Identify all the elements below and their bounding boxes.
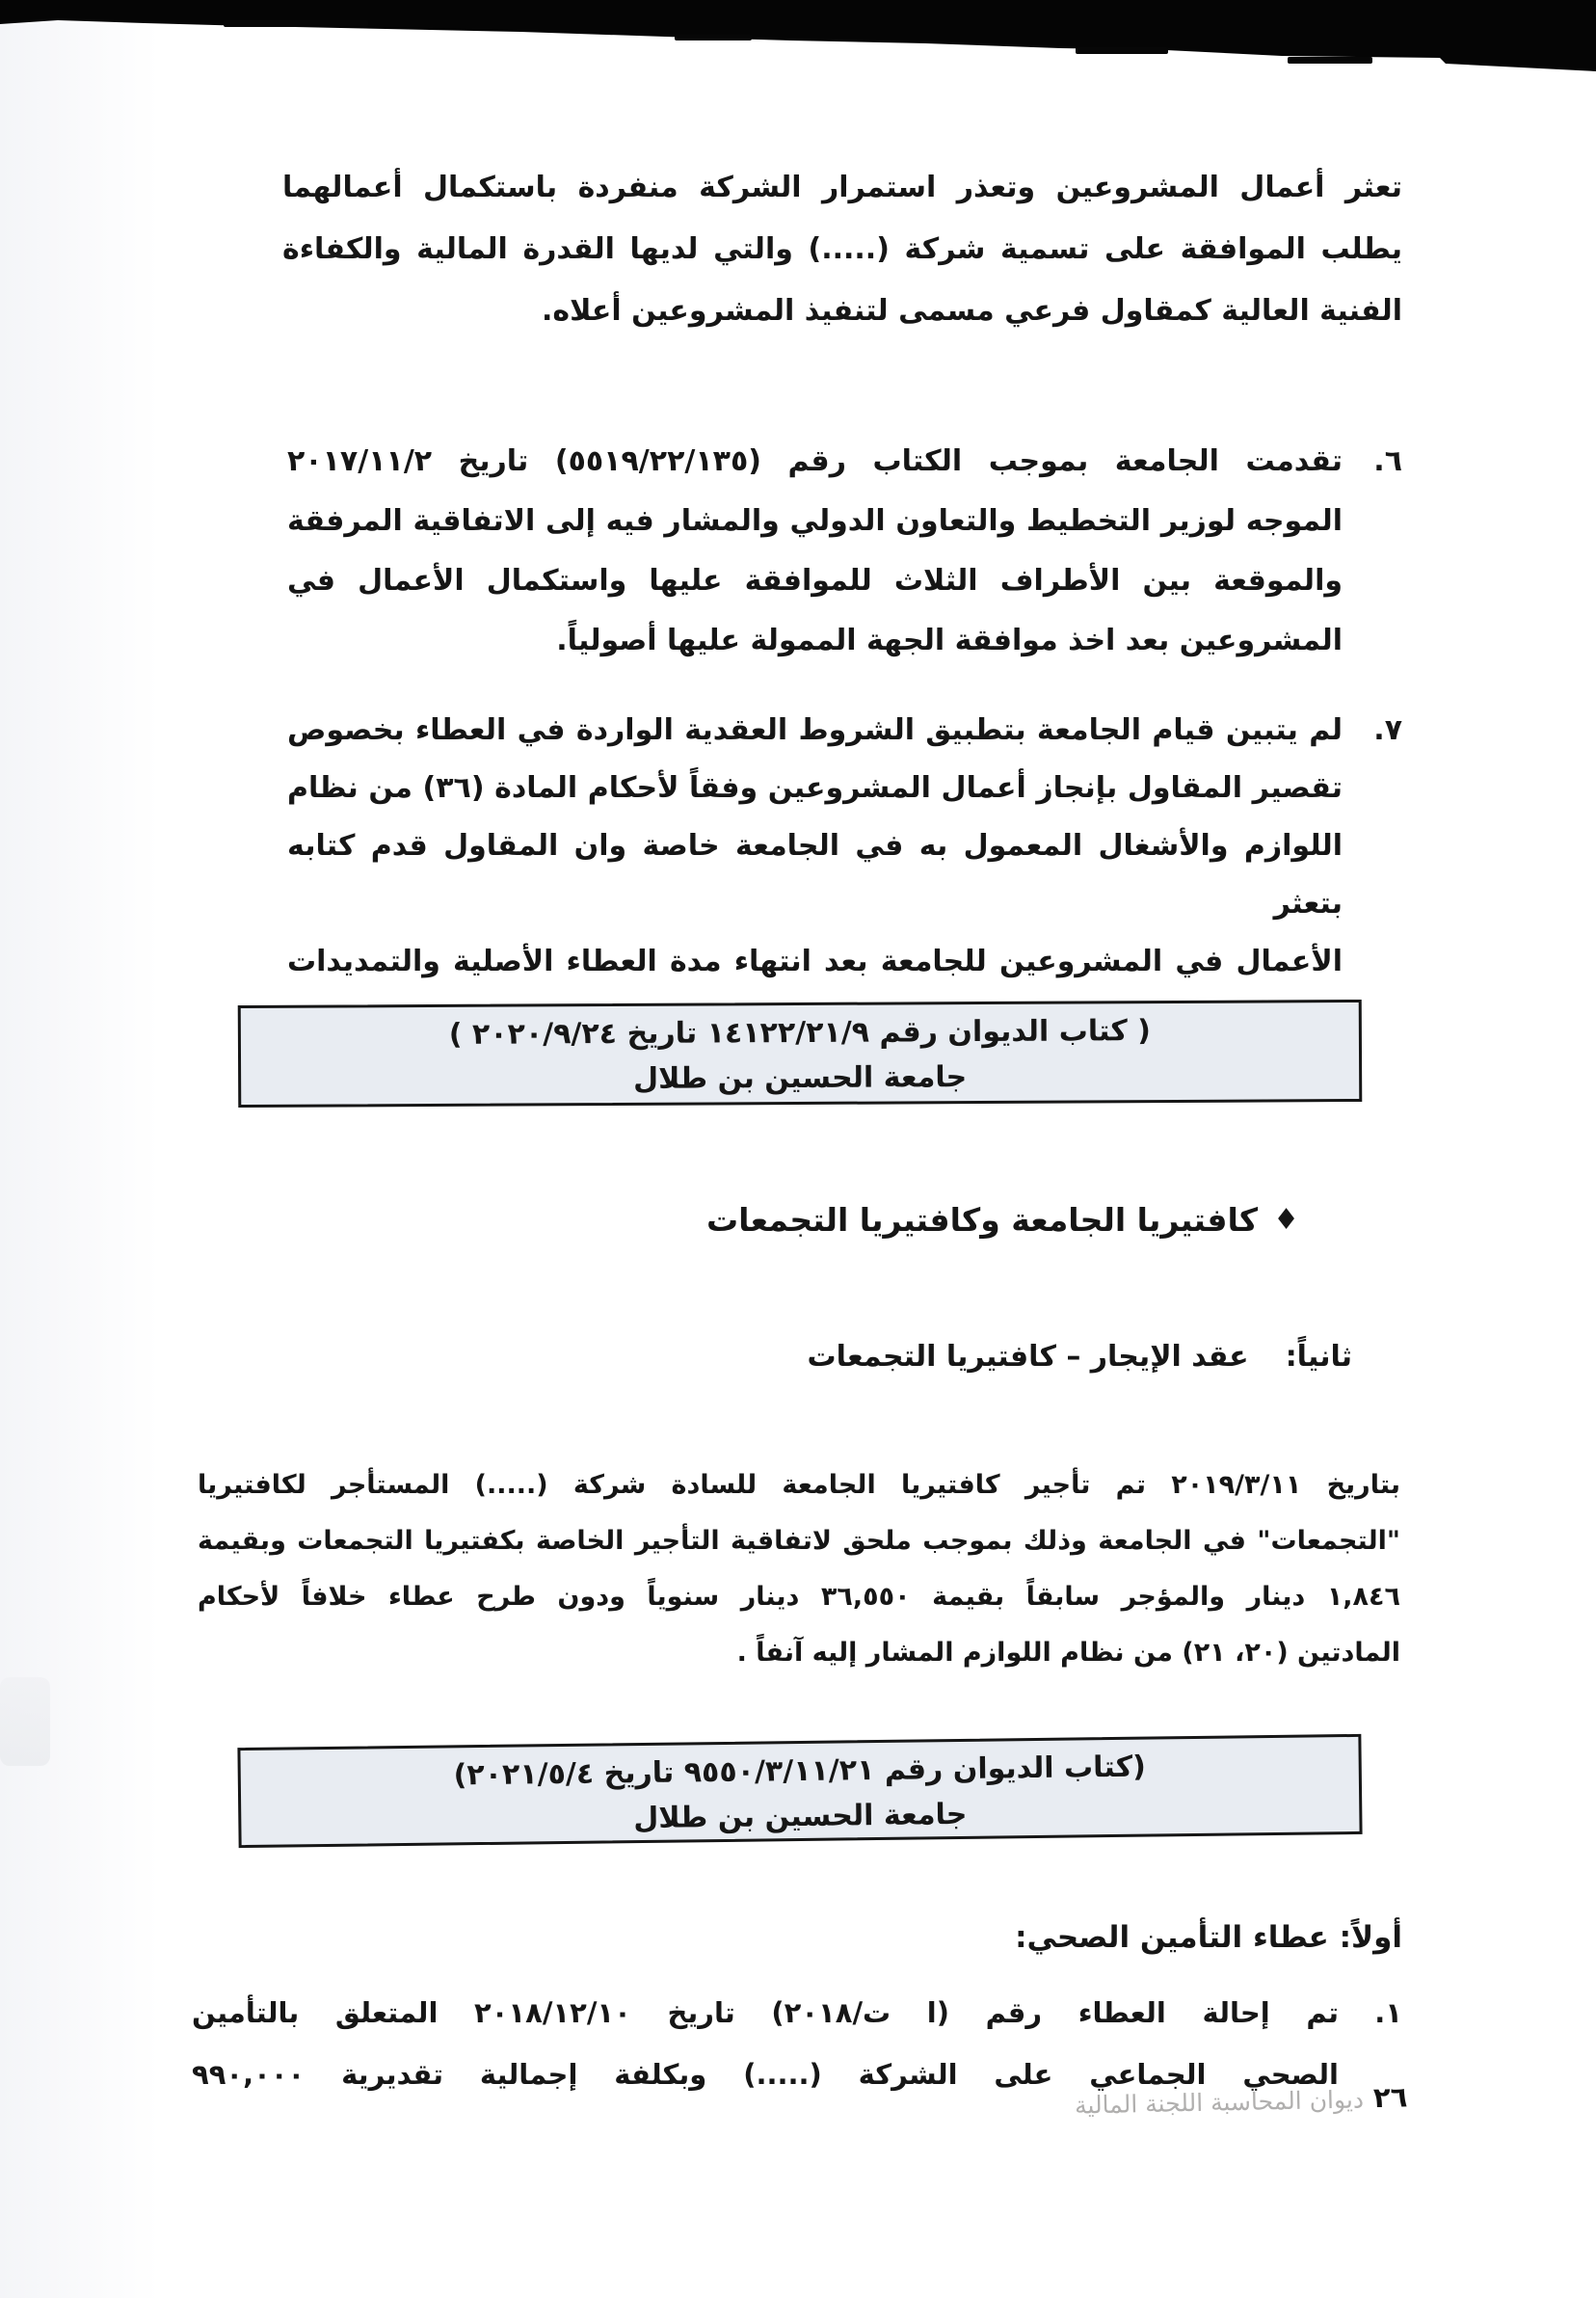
list-item-number: ٧. bbox=[1373, 713, 1402, 747]
paragraph-line: تعثر أعمال المشروعين وتعذر استمرار الشركة منفردة باستكمال أعمالهما bbox=[282, 171, 1402, 204]
paragraph-line: يطلب الموافقة على تسمية شركة (.....) والتي لديها القدرة المالية والكفاءة bbox=[282, 232, 1402, 266]
section-heading-title: كافتيريا الجامعة وكافتيريا التجمعات bbox=[706, 1201, 1259, 1239]
paragraph-item5-continuation bbox=[282, 157, 1402, 342]
paragraph-line: الموجه لوزير التخطيط والتعاون الدولي والمشار فيه إلى الاتفاقية المرفقة bbox=[287, 504, 1343, 538]
lease-paragraph bbox=[198, 1457, 1400, 1681]
diamond-bullet-icon: ♦ bbox=[1273, 1203, 1299, 1237]
paragraph-line: والموقعة بين الأطراف الثلاث للموافقة عليها واستكمال الأعمال في bbox=[287, 564, 1343, 598]
scan-artifact-dash bbox=[675, 35, 752, 40]
health-tender-heading: أولاً: عطاء التأمين الصحي: bbox=[1015, 1920, 1402, 1955]
subsection-heading bbox=[808, 1340, 1352, 1374]
page-number: ٢٦ bbox=[1372, 2080, 1408, 2115]
paragraph-line: بتاريخ ٢٠١٩/٣/١١ تم تأجير كافتيريا الجامعة للسادة شركة (.....) المستأجر لكافتيريا bbox=[198, 1470, 1401, 1500]
footer-label: ديوان المحاسبة اللجنة المالية bbox=[1074, 2085, 1364, 2120]
page-footer bbox=[1074, 2080, 1407, 2120]
scan-artifact-smudge bbox=[0, 1677, 50, 1766]
list-item-body bbox=[287, 702, 1343, 1049]
subsection-label: ثانياً: bbox=[1285, 1340, 1352, 1374]
paragraph-line: تم إحالة العطاء رقم (ا ت/٢٠١٨) تاريخ ٢٠١٨/١٢/١٠ المتعلق بالتأمين bbox=[192, 1996, 1339, 2029]
citation-reference: ( كتاب الديوان رقم ١٤١٢٢/٢١/٩ تاريخ ٢٠٢٠/٩/٢٤ ) bbox=[448, 1014, 1152, 1052]
list-item-6 bbox=[287, 432, 1402, 671]
citation-entity: جامعة الحسين بن طلال bbox=[633, 1797, 968, 1836]
list-item-7 bbox=[287, 702, 1402, 1049]
paragraph-line: تقدمت الجامعة بموجب الكتاب رقم (٥٥١٩/٢٢/١٣٥) تاريخ ٢٠١٧/١١/٢ bbox=[287, 444, 1343, 478]
paragraph-line: الفنية العالية كمقاول فرعي مسمى لتنفيذ المشروعين أعلاه. bbox=[541, 294, 1402, 328]
list-item-number: ١. bbox=[1374, 1996, 1402, 2029]
scan-artifact-dash bbox=[1076, 47, 1168, 54]
paragraph-line: الأعمال في المشروعين للجامعة بعد انتهاء مدة العطاء الأصلية والتمديدات bbox=[287, 945, 1343, 978]
paragraph-line: لم يتبين قيام الجامعة بتطبيق الشروط العقدية الواردة في العطاء بخصوص bbox=[287, 713, 1343, 747]
scan-artifact-dash bbox=[1288, 57, 1372, 64]
scan-artifact-top-edge bbox=[0, 0, 1596, 87]
citation-box-1 bbox=[238, 1000, 1363, 1108]
paragraph-line: الصحي الجماعي على الشركة (.....) وبكلفة إجمالية تقديرية ٩٩٠,٠٠٠ bbox=[192, 2058, 1339, 2091]
citation-box-2 bbox=[237, 1734, 1362, 1848]
section-heading bbox=[706, 1201, 1299, 1239]
scan-artifact-dash bbox=[224, 20, 368, 27]
paragraph-line: "التجمعات" في الجامعة وذلك بموجب ملحق لاتفاقية التأجير الخاصة بكفتيريا التجمعات وبقيمة bbox=[198, 1526, 1400, 1556]
citation-reference: (كتاب الديوان رقم ٩٥٥٠/٣/١١/٢١ تاريخ ٢٠٢١/٥/٤) bbox=[453, 1750, 1147, 1793]
paragraph-line: المادتين (٢٠، ٢١) من نظام اللوازم المشار إليه آنفاً . bbox=[736, 1638, 1400, 1668]
paragraph-line: ١,٨٤٦ دينار والمؤجر سابقاً بقيمة ٣٦,٥٥٠ دينار سنوياً ودون طرح عطاء خلافاً لأحكام bbox=[198, 1582, 1400, 1612]
citation-entity: جامعة الحسين بن طلال bbox=[632, 1060, 968, 1096]
list-item-number: ٦. bbox=[1373, 444, 1402, 478]
subsection-title: عقد الإيجار – كافتيريا التجمعات bbox=[807, 1340, 1249, 1374]
list-item-body bbox=[287, 432, 1343, 671]
paragraph-line: تقصير المقاول بإنجاز أعمال المشروعين وفقاً لأحكام المادة (٣٦) من نظام bbox=[287, 771, 1343, 805]
paragraph-line: اللوازم والأشغال المعمول به في الجامعة خاصة وان المقاول قدم كتابه بتعثر bbox=[287, 829, 1343, 921]
paragraph-line: المشروعين بعد اخذ موافقة الجهة الممولة عليها أصولياً. bbox=[556, 624, 1343, 657]
